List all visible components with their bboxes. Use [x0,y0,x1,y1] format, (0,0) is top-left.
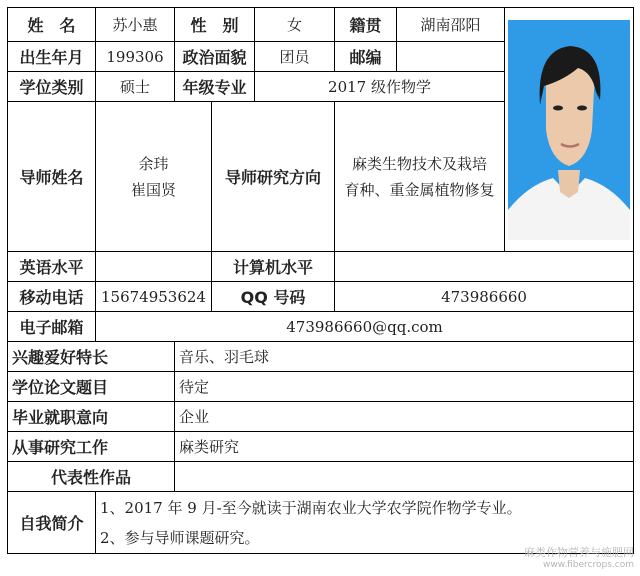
qq-label: QQ 号码 [212,282,335,312]
hobby-value: 音乐、羽毛球 [175,342,634,372]
gender-label: 性 别 [175,8,255,42]
direction-value [335,102,505,252]
computer-value [335,252,634,282]
row-english [8,252,634,282]
computer-label: 计算机水平 [212,252,335,282]
political-label: 政治面貌 [175,42,255,72]
origin-label: 籍贯 [335,8,397,42]
research-value: 麻类研究 [175,432,634,462]
name-label: 姓 名 [8,8,96,42]
intro-line-2: 2、参与导师课题研究。 [100,528,260,547]
zip-value [397,42,505,72]
student-photo [508,20,630,240]
direction-label: 导师研究方向 [212,102,335,252]
qq-value: 473986660 [335,282,634,312]
english-value [96,252,212,282]
resume-table [7,7,634,554]
works-label: 代表性作品 [8,462,175,492]
thesis-label: 学位论文题目 [8,372,175,402]
thesis-value: 待定 [175,372,634,402]
degree-value: 硕士 [96,72,175,102]
row-works [8,462,634,492]
degree-label: 学位类别 [8,72,96,102]
job-label: 毕业就职意向 [8,402,175,432]
row-research [8,432,634,462]
phone-value: 15674953624 [96,282,212,312]
intro-label: 自我简介 [8,492,96,554]
english-label: 英语水平 [8,252,96,282]
political-value: 团员 [255,42,335,72]
job-value: 企业 [175,402,634,432]
major-value: 2017 级作物学 [255,72,505,102]
row-email [8,312,634,342]
row-job [8,402,634,432]
origin-value: 湖南邵阳 [397,8,505,42]
row-phone [8,282,634,312]
photo-cell [505,8,634,252]
row-name [8,8,634,42]
direction-line-1: 麻类生物技术及栽培 [352,154,488,173]
research-label: 从事研究工作 [8,432,175,462]
gender-value: 女 [255,8,335,42]
watermark-line-2: www.fibercrops.com [543,560,634,570]
advisor-name-1: 余玮 [138,154,169,173]
advisor-label: 导师姓名 [8,102,96,252]
advisor-value [96,102,212,252]
photo-eye-right [577,105,587,110]
name-value: 苏小惠 [96,8,175,42]
photo-eye-left [553,105,563,110]
advisor-name-2: 崔国贤 [130,180,176,199]
works-value [175,462,634,492]
email-value: 473986660@qq.com [96,312,634,342]
site-watermark [524,544,634,570]
birth-label: 出生年月 [8,42,96,72]
hobby-label: 兴趣爱好特长 [8,342,175,372]
intro-line-1: 1、2017 年 9 月-至今就读于湖南农业大学农学院作物学专业。 [100,498,522,517]
direction-line-2: 育种、重金属植物修复 [344,180,495,199]
email-label: 电子邮箱 [8,312,96,342]
birth-value: 199306 [96,42,175,72]
phone-label: 移动电话 [8,282,96,312]
major-label: 年级专业 [175,72,255,102]
zip-label: 邮编 [335,42,397,72]
watermark-line-1: 麻类作物营养与施肥网 [524,546,634,559]
row-thesis [8,372,634,402]
row-hobby [8,342,634,372]
